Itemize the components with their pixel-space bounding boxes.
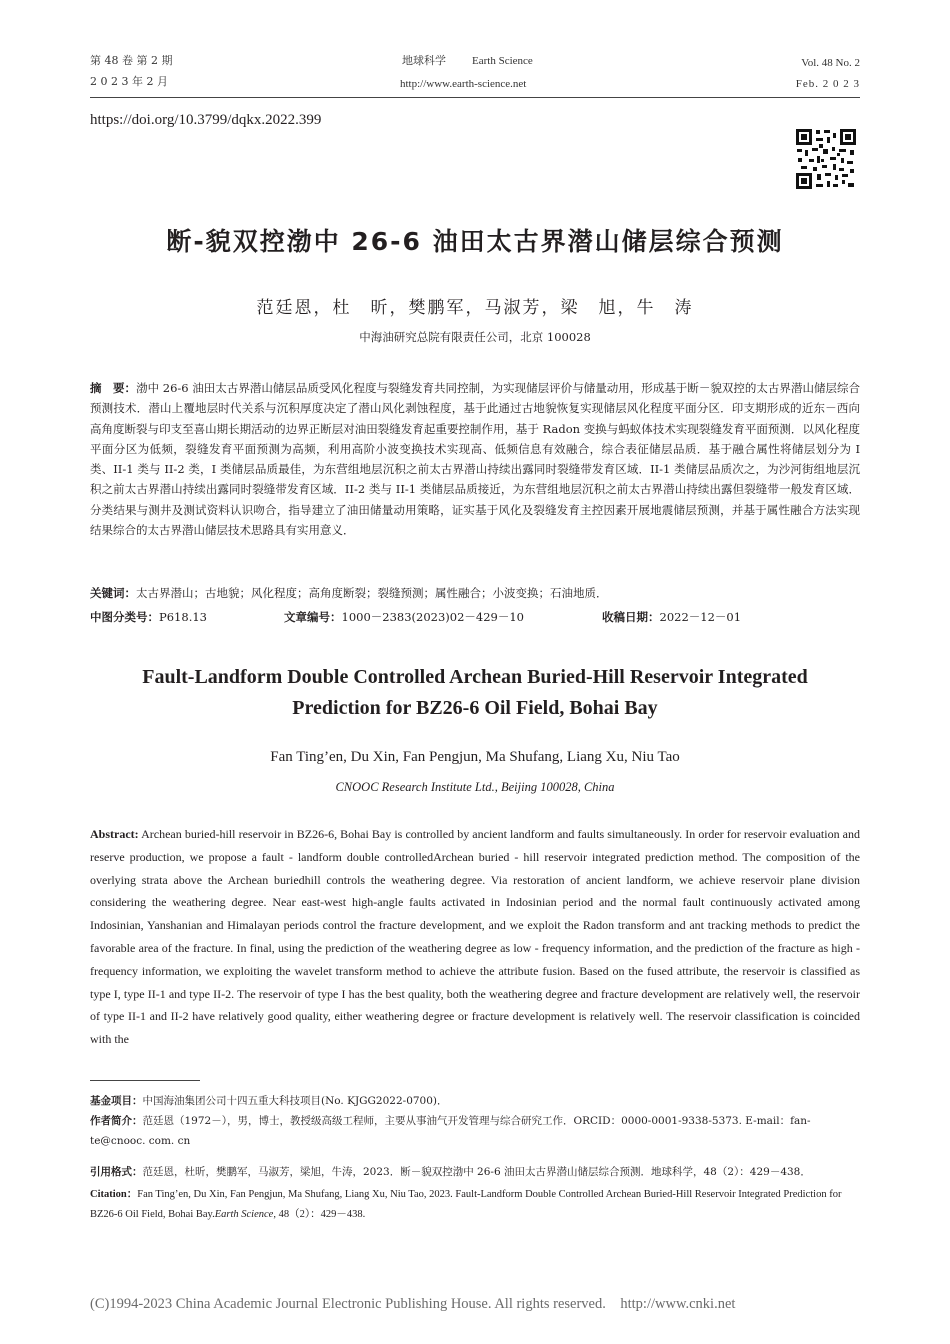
journal-url[interactable]: http://www.earth-science.net (400, 78, 527, 90)
cite-cn-label: 引用格式： (90, 1166, 143, 1178)
fund-text: 中国海油集团公司十四五重大科技项目(No. KJGG2022-0700)． (142, 1095, 448, 1107)
clc-label: 中图分类号： (90, 610, 159, 624)
fund-note (90, 1091, 860, 1111)
abstract-cn-text: 渤中 26-6 油田太古界潜山储层品质受风化程度与裂缝发育共同控制，为实现储层评价与储量动用，形成基于断－貌双控的太古界潜山储层综合预测技术．潜山上覆地层时代关系与沉积厚度决定了潜山风化剥蚀程度，基于此通过古地貌恢复实现储层风化程度平面分区．印支期形成的近东－西向高角度断裂与印支至喜山期长期活动的边界正断层对油田裂缝发育起重要控制作用，基于 Radon 变换与蚂蚁体技术实现裂缝发育平面预测．以风化程度平面分区为低频，裂缝发育平面预测为高频，利用高阶小波变换技术实现高、低频信息有效融合，综合表征储层品质．基于融合属性将储层划分为 I 类、II-1 类与 II-2 类，I 类储层品质最佳，为东营组地层沉积之前太古界潜山持续出露同时裂缝带发育区域．II-1 类储层品质次之，为沙河街组地层沉积之前太古界潜山持续出露同时裂缝带发育区域．II-2 类与 II-1 类储层品质接近，为东营组地层沉积之前太古界潜山持续出露但裂缝带一般发育区域．分类结果与测井及测试资料认识吻合，指导建立了油田储量动用策略，证实基于风化及裂缝发育主控因素开展地震储层预测，并基于属性融合方法实现结果综合的太古界潜山储层技术思路具有实用意义． (90, 381, 861, 538)
clc-value: P618.13 (159, 610, 207, 624)
received-value: 2022－12－01 (659, 610, 742, 624)
article-value: 1000－2383(2023)02－429－10 (341, 610, 524, 624)
cite-en-journal: Earth Science (214, 1209, 274, 1220)
volume-en: Vol. 48 No. 2 (801, 57, 860, 69)
cite-en-label: Citation： (90, 1189, 138, 1200)
article-number (284, 607, 524, 627)
abstract-en (90, 823, 860, 1051)
abstract-en-label: Abstract: (90, 827, 139, 841)
cite-cn (90, 1162, 860, 1182)
title-en (0, 662, 950, 724)
cite-en-tail: , 48（2）：429－438. (273, 1209, 366, 1220)
received-date (602, 607, 741, 627)
clc-code (90, 607, 207, 627)
author-note (90, 1111, 860, 1151)
author-text: 范廷恩（1972－），男，博士，教授级高级工程师，主要从事油气开发管理与综合研究工作．ORCID：0000-0001-9338-5373. E-mail：fan-te@cnooc. com. cn (90, 1115, 811, 1147)
fund-label: 基金项目： (90, 1095, 143, 1107)
keywords-cn (90, 583, 860, 603)
title-en-line-1: Fault-Landform Double Controlled Archean Buried-Hill Reservoir Integrated (142, 666, 808, 688)
copyright-line: (C)1994-2023 China Academic Journal Electronic Publishing House. All rights reserved. http://www.cnki.net (90, 1296, 736, 1312)
author-label: 作者简介： (90, 1115, 143, 1127)
affiliation-en: CNOOC Research Institute Ltd., Beijing 100028, China (335, 780, 615, 794)
keywords-cn-label: 关键词： (90, 586, 136, 600)
authors-en: Fan Ting’en, Du Xin, Fan Pengjun, Ma Shufang, Liang Xu, Niu Tao (270, 749, 680, 765)
affiliation-cn: 中海油研究总院有限责任公司，北京 100028 (359, 330, 591, 344)
received-label: 收稿日期： (602, 610, 660, 624)
qr-code-icon (795, 128, 857, 190)
footnote-divider (90, 1080, 200, 1081)
abstract-en-text: Archean buried-hill reservoir in BZ26-6, Bohai Bay is controlled by ancient landform and faults simultaneously. In order for reservoir evaluation and reserve production, we propose a fault - landform double controlledArchean buried - hill reservoir integrated prediction method. The composition of the overlying strata above the Archean buriedhill controls the weathering degree. Via restoration of ancient landform, we achieve reservoir plane division considering the weathering degree. Near east-west high-angle faults activated in Indosinian period and the normal fault continuously activated among Indosinian, Yanshanian and Himalayan periods control the fracture development, and we exploit the Radon transform and ant tracking methods to predict the favorable area of the fracture. In final, using the prediction of the weathering degree as low - frequency information, and the prediction of the fracture as high - frequency information, we exploiting the wavelet transform method to achieve the attribute fusion. Based on the fused attribute, the reservoir is classified as type I, type II-1 and type II-2. The reservoir of type I has the best quality, both the weathering degree and fracture development are relatively well, the reservoir of type II-1 and II-2 have relatively good quality, either weathering degree or fracture development is relatively well. The reservoir classification is coincided with the (90, 827, 860, 1047)
doi-link[interactable]: https://doi.org/10.3799/dqkx.2022.399 (90, 112, 322, 128)
keywords-cn-text: 太古界潜山；古地貌；风化程度；高角度断裂；裂缝预测；属性融合；小波变换；石油地质． (136, 586, 608, 600)
journal-en: Earth Science (472, 55, 533, 67)
journal-cn: 地球科学 (402, 54, 446, 67)
article-label: 文章编号： (284, 610, 342, 624)
title-cn: 断-貌双控渤中 26-6 油田太古界潜山储层综合预测 (166, 227, 784, 256)
title-en-line-2: Prediction for BZ26-6 Oil Field, Bohai Bay (292, 697, 658, 719)
volume-cn: 第 48 卷 第 2 期 (90, 54, 173, 67)
cite-en (90, 1185, 860, 1225)
header-divider (90, 97, 860, 98)
cite-en-text: Fan Ting’en, Du Xin, Fan Pengjun, Ma Shufang, Liang Xu, Niu Tao, 2023. Fault-Landform Double Controlled Archean Buried-Hill Reservoir Integrated Prediction for BZ26-6 Oil Field, Bohai Bay. (90, 1189, 842, 1220)
date-cn: 2 0 2 3 年 2 月 (90, 75, 168, 88)
journal-name (402, 50, 533, 72)
cite-cn-text: 范廷恩，杜昕，樊鹏军，马淑芳，梁旭，牛涛，2023．断－貌双控渤中 26-6 油田太古界潜山储层综合预测．地球科学，48（2）：429－438． (142, 1166, 811, 1178)
abstract-cn (90, 378, 860, 540)
date-en: Feb. 2 0 2 3 (795, 78, 860, 90)
abstract-cn-label: 摘 要： (90, 381, 137, 395)
authors-cn: 范廷恩，杜 昕，樊鹏军，马淑芳，梁 旭，牛 涛 (256, 298, 694, 318)
